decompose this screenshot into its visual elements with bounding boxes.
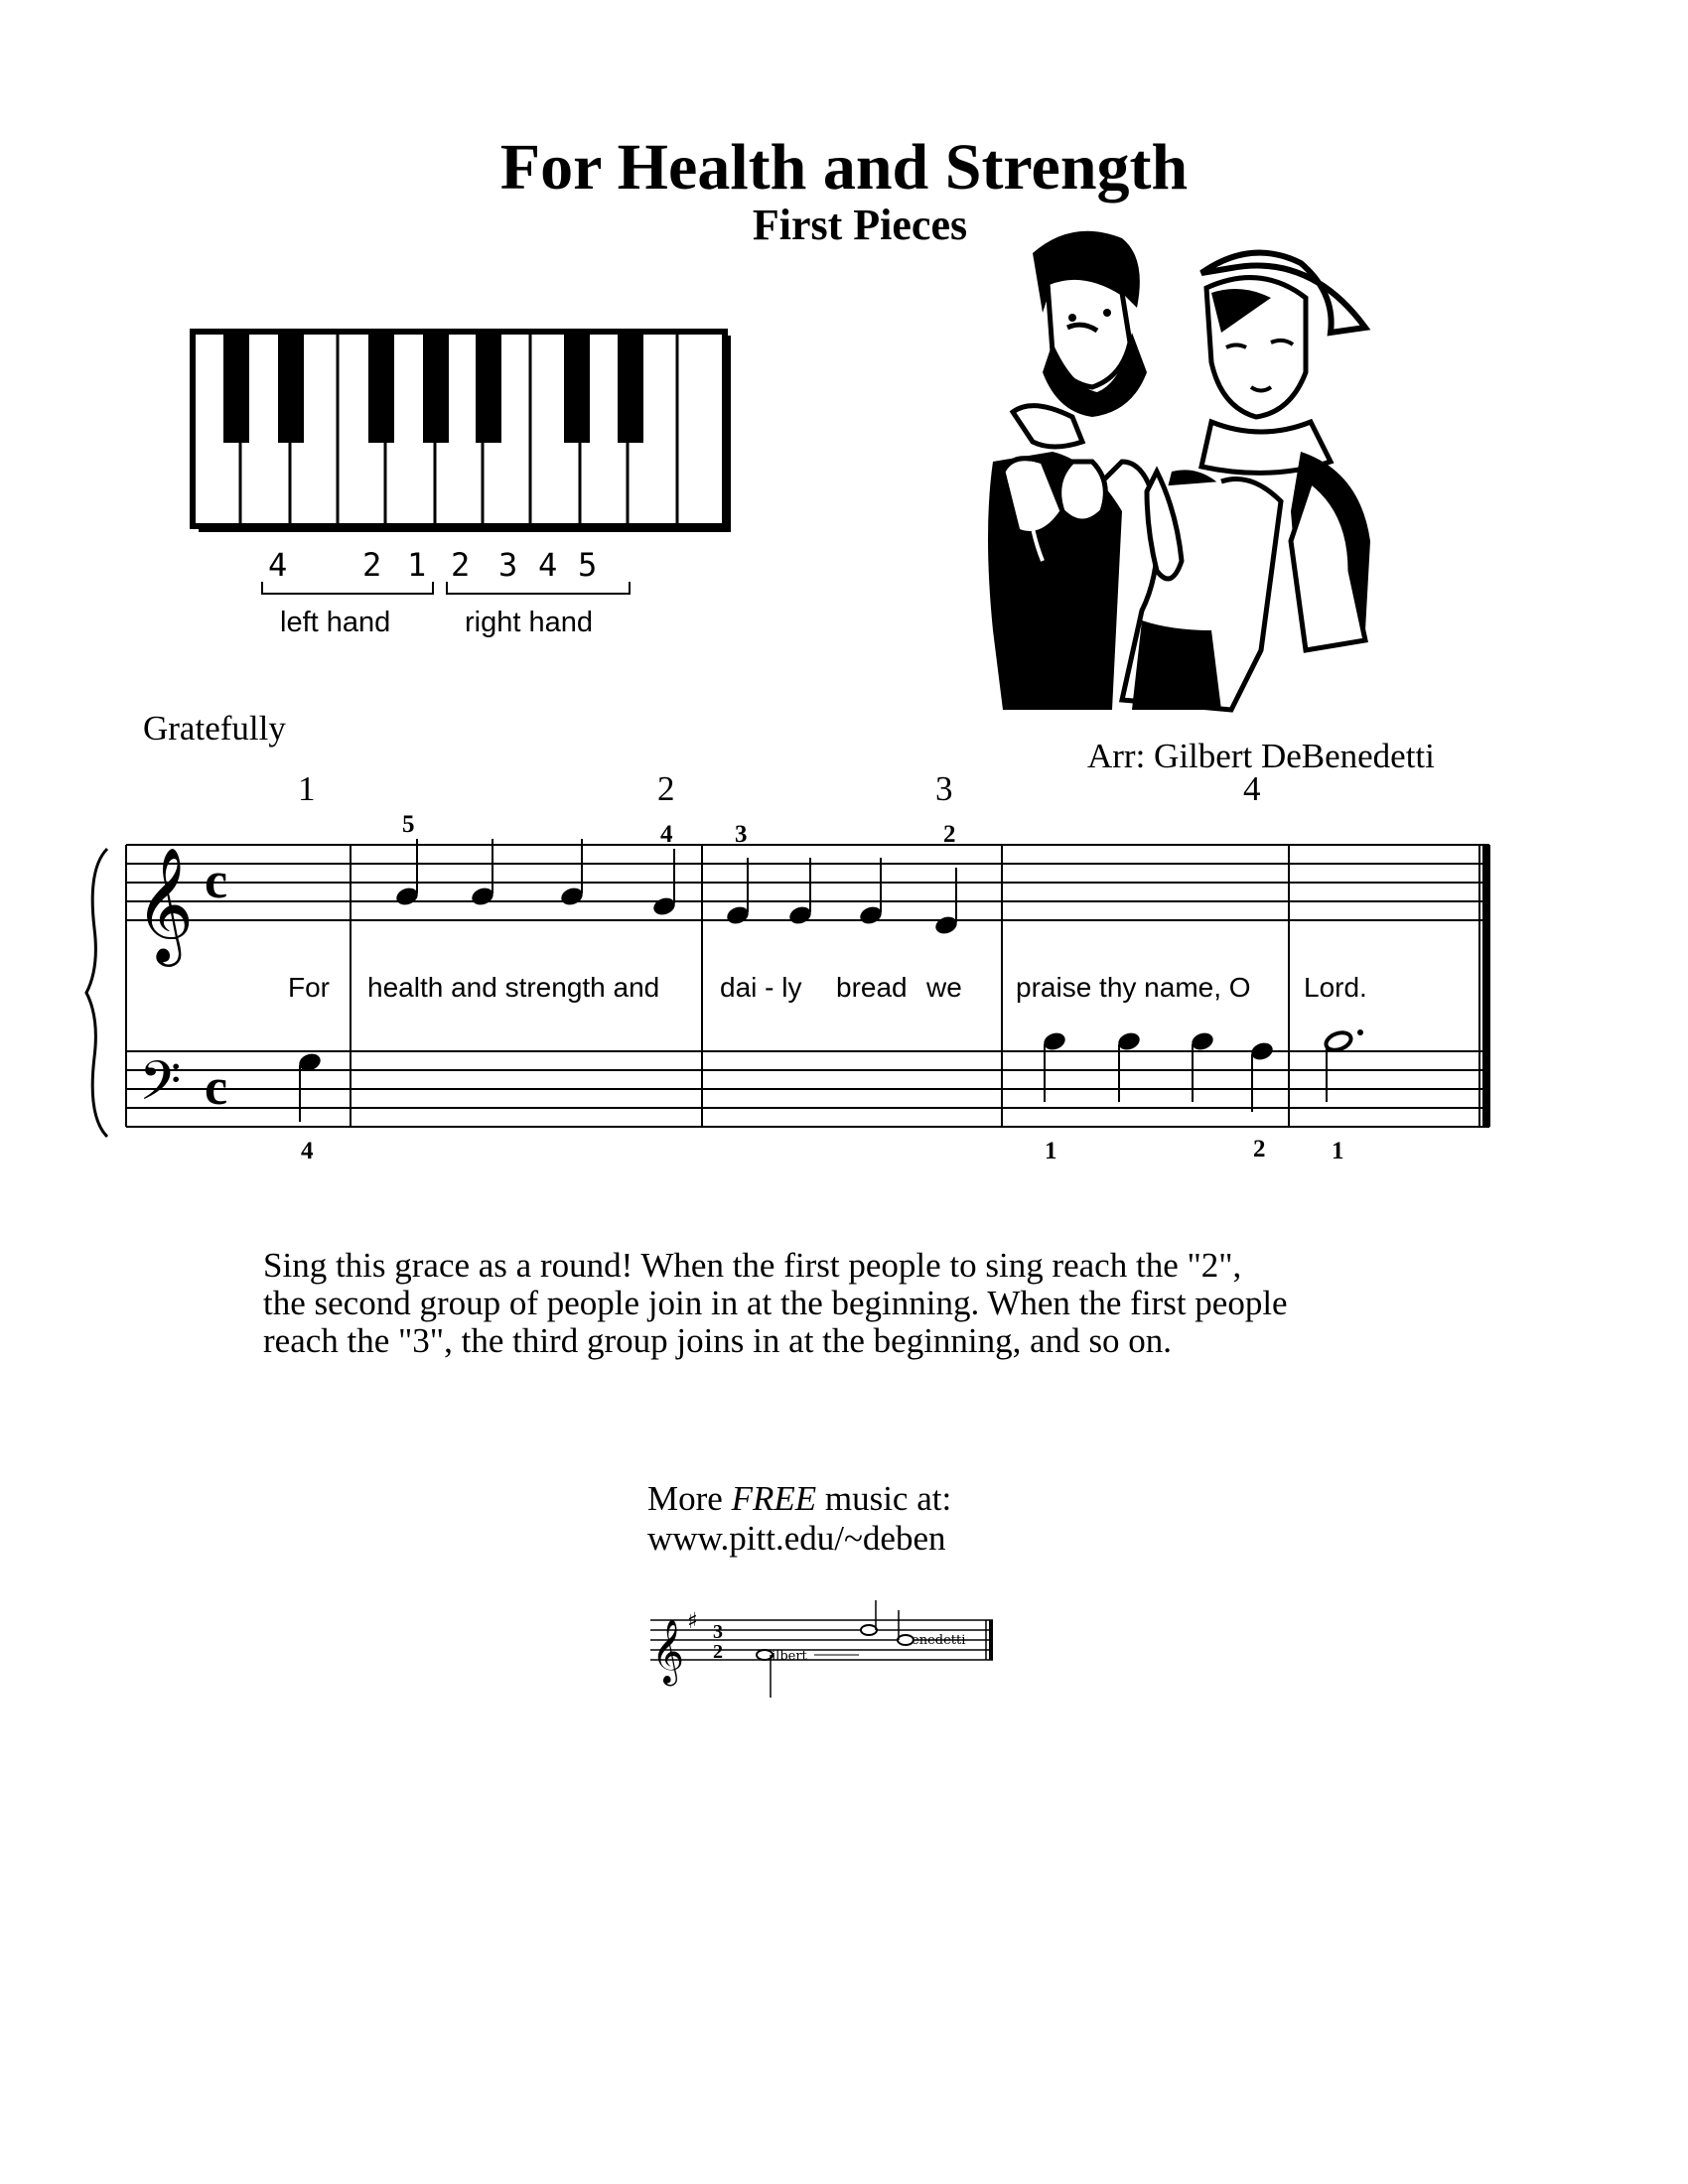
fingering-treble-5: 5 <box>402 811 415 838</box>
bass-clef-icon: 𝄢 <box>139 1049 182 1126</box>
treble-clef-icon: 𝄞 <box>135 846 195 962</box>
right-hand-label: right hand <box>465 607 593 638</box>
lyric-we: we <box>926 972 962 1003</box>
measure-number-2: 2 <box>657 769 675 808</box>
left-hand-label: left hand <box>280 607 391 638</box>
lyric-for: For <box>288 972 330 1003</box>
lyric-health-and-strength: health and strength and <box>367 972 660 1003</box>
more-music-block <box>647 1479 951 1559</box>
website-link[interactable]: www.pitt.edu/~deben <box>647 1519 946 1558</box>
more-suffix: music at: <box>816 1479 952 1518</box>
fingering-bass-1: 1 <box>1045 1138 1057 1164</box>
lyric-bread: bread <box>836 972 908 1003</box>
page-title: For Health and Strength <box>499 131 1189 204</box>
logo-time-sig-top: 3 <box>713 1621 723 1643</box>
treble-time-signature: c <box>205 853 228 909</box>
finger-label-rh-5: 5 <box>578 546 598 584</box>
bass-staff-lines <box>126 1051 1489 1127</box>
fingering-treble-2: 2 <box>943 821 956 848</box>
logo-signature-last: enedetti <box>912 1633 966 1648</box>
fingering-bass-1b: 1 <box>1332 1138 1344 1164</box>
lyric-lord: Lord. <box>1304 972 1367 1003</box>
measure-2-notes <box>394 839 677 917</box>
more-music-line <box>647 1479 951 1519</box>
logo-time-sig-bottom: 2 <box>713 1641 723 1663</box>
logo-signature-first: ilbert <box>772 1649 807 1664</box>
instructions-text <box>263 1247 1455 1360</box>
lyric-praise-thy-name: praise thy name, O <box>1016 972 1251 1003</box>
measure-3-notes <box>725 858 959 936</box>
fingering-bass-4: 4 <box>301 1138 314 1164</box>
measure-number-3: 3 <box>935 769 953 808</box>
instructions-line-1: Sing this grace as a round! When the first people to sing reach the "2", <box>263 1246 1242 1285</box>
logo-treble-clef-icon: 𝄞 <box>651 1619 685 1684</box>
measure-number-1: 1 <box>298 769 316 808</box>
free-emphasis: FREE <box>731 1479 817 1518</box>
dot <box>1357 1029 1363 1035</box>
more-prefix: More <box>647 1479 732 1518</box>
tempo-marking: Gratefully <box>143 709 286 748</box>
instructions-line-2: the second group of people join in at the beginning. When the first people <box>263 1284 1288 1322</box>
fingering-bass-2: 2 <box>1253 1136 1266 1162</box>
fingering-treble-4: 4 <box>660 821 673 848</box>
arranger-credit: Arr: Gilbert DeBenedetti <box>1087 737 1435 775</box>
staff-brace <box>86 849 107 1137</box>
finger-label-rh-4: 4 <box>538 546 558 584</box>
finger-label-lh-2: 2 <box>362 546 382 584</box>
lyric-daily: dai - ly <box>720 972 802 1003</box>
measure-number-4: 4 <box>1243 769 1261 808</box>
signature-staff-logo <box>645 1598 1003 1707</box>
half-note <box>1324 1029 1353 1053</box>
finger-label-rh-3: 3 <box>498 546 518 584</box>
final-barline <box>1482 845 1490 1127</box>
finger-label-rh-2: 2 <box>451 546 471 584</box>
page-subtitle: First Pieces <box>752 201 968 249</box>
logo-sharp-icon: ♯ <box>687 1609 698 1634</box>
bass-time-signature: c <box>205 1059 228 1116</box>
finger-label-lh-4: 4 <box>268 546 288 584</box>
instructions-line-3: reach the "3", the third group joins in at the beginning, and so on. <box>263 1321 1173 1360</box>
fingering-treble-3: 3 <box>735 821 748 848</box>
finger-label-lh-1: 1 <box>407 546 427 584</box>
